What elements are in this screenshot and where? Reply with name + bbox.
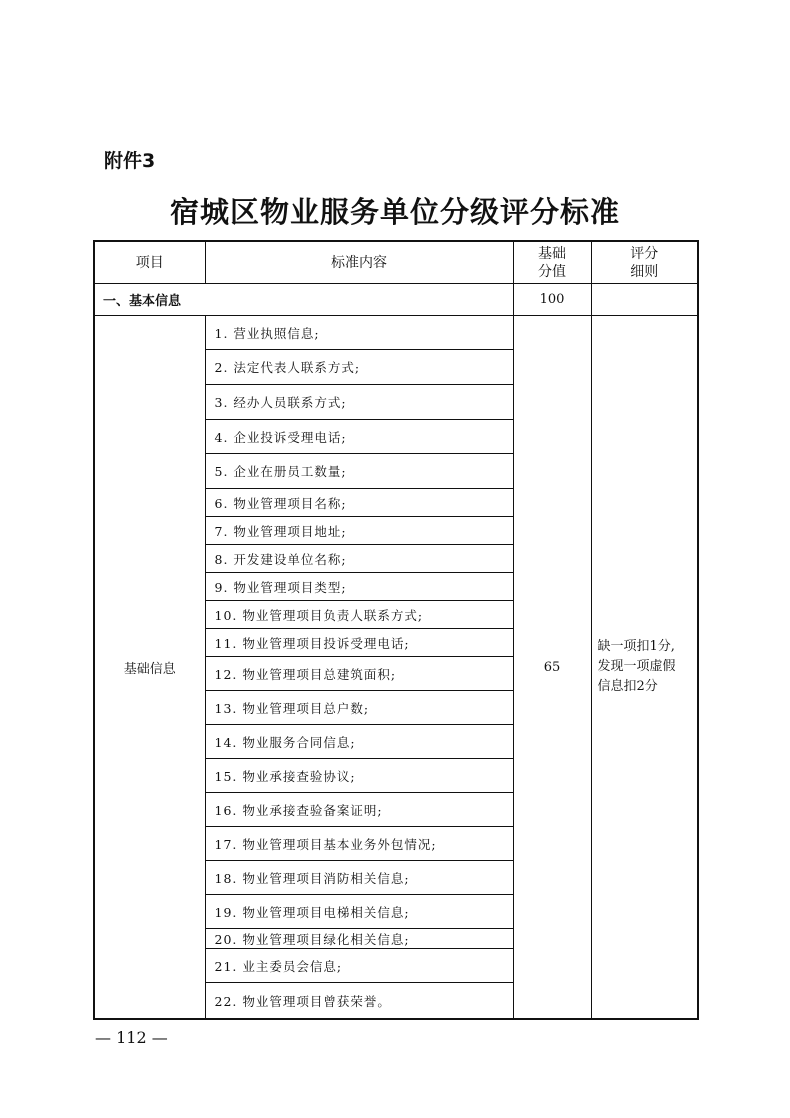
standard-item: 19. 物业管理项目电梯相关信息; bbox=[205, 895, 513, 929]
standard-item: 3. 经办人员联系方式; bbox=[205, 385, 513, 420]
standard-item: 11. 物业管理项目投诉受理电话; bbox=[205, 629, 513, 657]
rule-line: 发现一项虚假 bbox=[597, 659, 676, 674]
standard-item: 16. 物业承接查验备案证明; bbox=[205, 793, 513, 827]
group-project-cell: 基础信息 bbox=[94, 316, 205, 1020]
standard-item: 2. 法定代表人联系方式; bbox=[205, 350, 513, 385]
standard-item: 10. 物业管理项目负责人联系方式; bbox=[205, 601, 513, 629]
standard-item: 20. 物业管理项目绿化相关信息; bbox=[205, 929, 513, 949]
standard-item: 4. 企业投诉受理电话; bbox=[205, 420, 513, 454]
standard-item: 12. 物业管理项目总建筑面积; bbox=[205, 657, 513, 691]
table-header-row bbox=[94, 241, 698, 284]
standard-item: 9. 物业管理项目类型; bbox=[205, 573, 513, 601]
standard-item: 8. 开发建设单位名称; bbox=[205, 545, 513, 573]
section-row bbox=[94, 284, 698, 316]
rule-line: 信息扣2分 bbox=[597, 679, 658, 694]
header-project: 项目 bbox=[94, 241, 205, 284]
standard-item: 18. 物业管理项目消防相关信息; bbox=[205, 861, 513, 895]
standard-item: 17. 物业管理项目基本业务外包情况; bbox=[205, 827, 513, 861]
scoring-table bbox=[93, 240, 699, 1020]
group-rule-cell bbox=[591, 316, 698, 1020]
header-content: 标准内容 bbox=[205, 241, 513, 284]
standard-item: 14. 物业服务合同信息; bbox=[205, 725, 513, 759]
standard-item: 21. 业主委员会信息; bbox=[205, 949, 513, 983]
standard-item: 15. 物业承接查验协议; bbox=[205, 759, 513, 793]
page-number: — 112 — bbox=[95, 1028, 168, 1047]
header-rule bbox=[591, 241, 698, 284]
standard-item: 5. 企业在册员工数量; bbox=[205, 454, 513, 489]
header-score bbox=[513, 241, 591, 284]
page-title: 宿城区物业服务单位分级评分标准 bbox=[169, 195, 620, 229]
header-rule-line1: 评分 bbox=[630, 245, 659, 262]
standard-item: 1. 营业执照信息; bbox=[205, 316, 513, 350]
section-rule-empty bbox=[591, 284, 698, 316]
attachment-label: 附件3 bbox=[104, 150, 156, 172]
header-score-line2: 分值 bbox=[538, 263, 566, 280]
table-row bbox=[94, 316, 698, 350]
header-rule-line2: 细则 bbox=[630, 263, 659, 280]
header-score-line1: 基础 bbox=[538, 245, 566, 262]
standard-item: 13. 物业管理项目总户数; bbox=[205, 691, 513, 725]
standard-item: 22. 物业管理项目曾获荣誉。 bbox=[205, 983, 513, 1020]
rule-line: 缺一项扣1分, bbox=[597, 639, 675, 654]
section-score: 100 bbox=[513, 284, 591, 316]
standard-item: 7. 物业管理项目地址; bbox=[205, 517, 513, 545]
section-label: 一、基本信息 bbox=[94, 284, 513, 316]
group-score-cell: 65 bbox=[513, 316, 591, 1020]
standard-item: 6. 物业管理项目名称; bbox=[205, 489, 513, 517]
